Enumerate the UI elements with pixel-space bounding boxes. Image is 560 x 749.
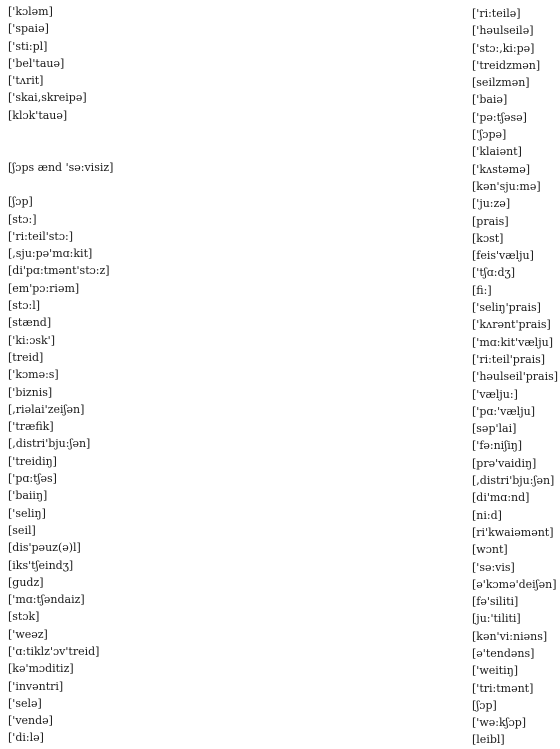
transcription-entry: ['seliŋ] (8, 506, 46, 520)
transcription-entry: ['mɑ:kit'vælju] (472, 335, 553, 349)
transcription-entry: [kə'mɔditiz] (8, 662, 74, 676)
transcription-entry: ['kʌrənt'prais] (472, 318, 551, 332)
transcription-entry: ['kɔləm] (8, 5, 53, 18)
transcription-entry: ['kʌstəmə] (472, 162, 531, 176)
transcription-entry: [,riəlai'zeiʃən] (8, 402, 85, 416)
transcription-entry: [di'mɑ:nd] (472, 491, 530, 505)
transcription-entry: [ʃɔps ænd 'sə:visiz] (8, 160, 114, 174)
transcription-entry: [stɔ:l] (8, 299, 41, 313)
left-transcription-column (8, 3, 113, 747)
transcription-entry: [iks'tʃeindʒ] (8, 558, 74, 572)
transcription-entry: ['ʃɔpə] (472, 128, 507, 142)
transcription-entry: [kən'vi:niəns] (472, 629, 548, 643)
transcription-entry: ['pɑ:'vælju] (472, 404, 535, 418)
left-transcription-list (8, 3, 113, 747)
transcription-entry: ['bel'tauə] (8, 56, 65, 70)
transcription-entry: ['tri:tmənt] (472, 681, 534, 695)
transcription-entry: ['pə:tʃəsə] (472, 110, 527, 124)
transcription-entry: [em'pɔ:riəm] (8, 281, 80, 295)
transcription-entry: ['vælju:] (472, 387, 518, 401)
transcription-entry: [dis'pəuz(ə)l] (8, 541, 81, 555)
transcription-entry: ['stɔ:,ki:pə] (472, 41, 535, 55)
transcription-entry: [ju:'tiliti] (472, 612, 521, 626)
transcription-entry: ['ki:ɔsk'] (8, 333, 55, 347)
transcription-entry: [gudz] (8, 575, 44, 589)
transcription-entry: ['spaiə] (8, 22, 49, 36)
transcription-entry: ['tʌrit] (8, 74, 44, 88)
transcription-entry: [kən'sju:mə] (472, 179, 541, 193)
transcription-entry: ['ri:teilə] (472, 7, 521, 20)
transcription-entry: ['pɑ:tʃəs] (8, 472, 57, 486)
blank-line (8, 124, 113, 141)
transcription-entry: ['træfik] (8, 420, 54, 434)
transcription-entry: ['ri:teil'stɔ:] (8, 229, 74, 243)
transcription-entry: [,distri'bju:ʃən] (472, 474, 555, 488)
transcription-entry: ['weəz] (8, 627, 48, 641)
transcription-entry: [klɔk'tauə] (8, 108, 68, 122)
right-transcription-column (472, 5, 558, 749)
transcription-entry: ['di:lə] (8, 731, 44, 745)
transcription-entry: [ə'tendəns] (472, 646, 535, 660)
transcription-entry: [kɔst] (472, 231, 504, 245)
transcription-entry: [ə'kɔmə'deiʃən] (472, 577, 557, 591)
right-transcription-list (472, 5, 558, 749)
transcription-entry: ['ri:teil'prais] (472, 352, 546, 366)
transcription-entry: ['vendə] (8, 714, 53, 728)
transcription-entry: [fə'siliti] (472, 595, 519, 609)
transcription-entry: ['weitiŋ] (472, 664, 519, 678)
transcription-entry: ['biznis] (8, 385, 53, 399)
transcription-entry: ['skai,skreipə] (8, 91, 87, 105)
transcription-entry: ['fə:niʃiŋ] (472, 439, 523, 453)
transcription-entry: [stænd] (8, 316, 52, 330)
transcription-entry: [səp'lai] (472, 422, 517, 436)
blank-line (8, 176, 113, 193)
transcription-entry: [ni:d] (472, 508, 502, 522)
transcription-entry: ['wə:kʃɔp] (472, 716, 527, 730)
transcription-entry: ['tʃɑ:dʒ] (472, 266, 516, 280)
transcription-entry: ['kɔmə:s] (8, 368, 59, 382)
transcription-entry: ['treidzmən] (472, 58, 541, 72)
transcription-entry: [seilzmən] (472, 76, 530, 90)
transcription-entry: [ʃɔp] (8, 195, 33, 209)
transcription-entry: ['mɑ:tʃəndaiz] (8, 593, 85, 607)
transcription-entry: ['sti:pl] (8, 39, 48, 53)
transcription-entry: [feis'vælju] (472, 249, 534, 263)
transcription-entry: ['treidiŋ] (8, 454, 57, 468)
transcription-entry: ['klaiənt] (472, 145, 522, 159)
transcription-entry: ['həulseil'prais] (472, 370, 559, 384)
transcription-entry: ['baiə] (472, 93, 508, 107)
transcription-entry: ['ju:zə] (472, 197, 511, 211)
transcription-entry: [di'pɑ:tmənt'stɔ:z] (8, 264, 110, 278)
transcription-entry: [prə'vaidiŋ] (472, 456, 537, 470)
transcription-entry: [seil] (8, 523, 36, 537)
transcription-entry: ['seliŋ'prais] (472, 301, 541, 315)
transcription-entry: ['baiiŋ] (8, 489, 48, 503)
transcription-entry: [treid] (8, 350, 44, 364)
transcription-entry: [ʃɔp] (472, 698, 497, 712)
transcription-entry: ['sə:vis] (472, 560, 515, 574)
transcription-entry: [fi:] (472, 283, 492, 297)
transcription-entry: ['həulseilə] (472, 24, 534, 38)
transcription-entry: [,distri'bju:ʃən] (8, 437, 91, 451)
transcription-entry: [stɔ:] (8, 212, 37, 226)
transcription-entry: ['ɑ:tiklz'ɔv'treid] (8, 644, 100, 658)
transcription-entry: ['invəntri] (8, 679, 64, 693)
transcription-entry: [ri'kwaiəmənt] (472, 525, 554, 539)
transcription-entry: ['selə] (8, 696, 42, 710)
transcription-entry: [wɔnt] (472, 543, 508, 557)
transcription-entry: [stɔk] (8, 610, 40, 624)
blank-line (8, 141, 113, 158)
transcription-entry: [prais] (472, 214, 509, 228)
transcription-entry: [,sju:pə'mɑ:kit] (8, 247, 93, 261)
transcription-entry: [leibl] (472, 733, 505, 747)
